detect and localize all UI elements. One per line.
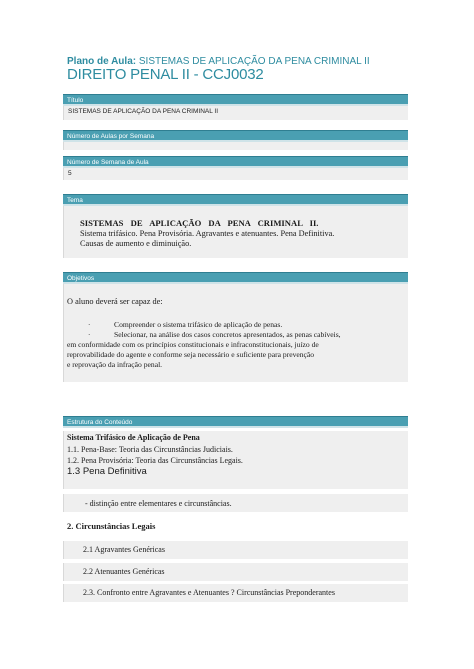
objetivo-item-2-line-2: em conformidade com os princípios constitucionais e infraconstitucionais, juízo de — [67, 340, 319, 349]
titulo-value: SISTEMAS DE APLICAÇÃO DA PENA CRIMINAL II — [63, 106, 408, 120]
section-header-estrutura: Estrutura do Conteúdo — [63, 416, 408, 428]
num-semana-value: 5 — [63, 168, 408, 180]
section-header-objetivos: Objetivos — [63, 272, 408, 284]
objetivo-item-1: Compreender o sistema trifásico de aplicação de penas. — [114, 320, 283, 329]
section-header-num-semana: Número de Semana de Aula — [63, 156, 408, 168]
tema-line-1: Sistema trifásico. Pena Provisória. Agravantes e atenuantes. Pena Definitiva. — [80, 228, 335, 238]
objetivo-item-2-line-4: e reprovação da infração penal. — [67, 360, 163, 369]
estrutura-item-2-3: 2.3. Confronto entre Agravantes e Atenuantes ? Circunstâncias Preponderantes — [83, 588, 335, 597]
tema-line-2: Causas de aumento e diminuição. — [80, 239, 192, 248]
num-aulas-value — [63, 142, 408, 150]
plan-title: SISTEMAS DE APLICAÇÃO DA PENA CRIMINAL II — [138, 56, 370, 67]
estrutura-item-1-3: 1.3 Pena Definitiva — [67, 466, 147, 477]
section-header-titulo: Título — [63, 94, 408, 106]
section-header-num-aulas: Número de Aulas por Semana — [63, 130, 408, 142]
bullet-1: · — [88, 321, 91, 329]
estrutura-item-1-1: 1.1. Pena-Base: Teoria das Circunstâncias Judiciais. — [67, 445, 233, 454]
section-header-tema: Tema — [63, 194, 408, 206]
estrutura-heading-2: 2. Circunstâncias Legais — [67, 521, 156, 531]
plan-label: Plano de Aula: — [67, 56, 137, 67]
estrutura-item-1-2: 1.2. Pena Provisória: Teoria das Circunstâncias Legais. — [67, 456, 243, 465]
objetivo-item-2-line-1: Selecionar, na análise dos casos concretos apresentados, as penas cabíveis, — [114, 330, 341, 339]
bullet-2: · — [88, 331, 91, 339]
objetivos-intro: O aluno deverá ser capaz de: — [67, 297, 163, 306]
objetivo-item-2-line-3: reprovabilidade do agente e conforme seja necessário e suficiente para prevenção — [67, 350, 315, 359]
tema-title: SISTEMAS DE APLICAÇÃO DA PENA CRIMINAL II. — [80, 218, 319, 228]
estrutura-sub-dist: - distinção entre elementares e circunstâncias. — [85, 499, 232, 508]
estrutura-item-2-2: 2.2 Atenuantes Genéricas — [83, 567, 165, 576]
course-title: DIREITO PENAL II - CCJ0032 — [67, 66, 264, 83]
objetivo-item-2 — [67, 330, 407, 370]
estrutura-item-2-1: 2.1 Agravantes Genéricas — [83, 545, 165, 554]
tema-content — [80, 218, 405, 250]
estrutura-heading: Sistema Trifásico de Aplicação de Pena — [67, 433, 200, 442]
